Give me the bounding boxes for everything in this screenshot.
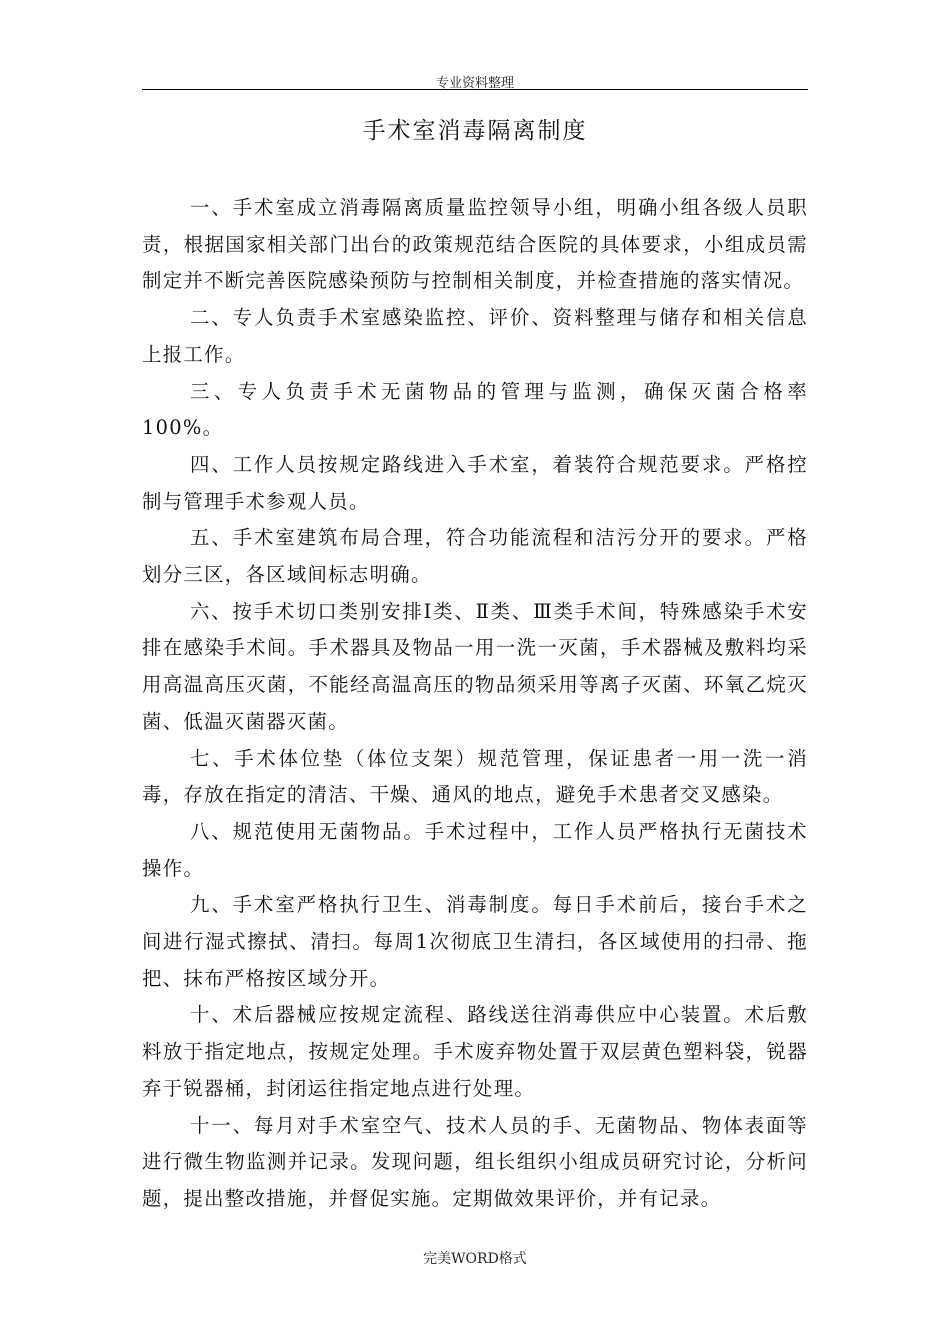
document-title: 手术室消毒隔离制度 xyxy=(362,118,588,144)
paragraph-11: 十一、每月对手术室空气、技术人员的手、无菌物品、物体表面等进行微生物监测并记录。发现问题，组长组织小组成员研究讨论，分析问题，提出整改措施，并督促实施。定期做效果评价，并有记录。 xyxy=(142,1113,808,1210)
header-divider xyxy=(142,89,808,90)
paragraph-7: 七、手术体位垫（体位支架）规范管理，保证患者一用一洗一消毒，存放在指定的清洁、干燥、通风的地点，避免手术患者交叉感染。 xyxy=(142,746,808,807)
paragraph-4: 四、工作人员按规定路线进入手术室，着装符合规范要求。严格控制与管理手术参观人员。 xyxy=(142,452,808,513)
paragraph-5: 五、手术室建筑布局合理，符合功能流程和洁污分开的要求。严格划分三区，各区域间标志明确。 xyxy=(142,526,808,587)
page-footer: 完美WORD格式 xyxy=(423,1251,527,1267)
paragraph-10: 十、术后器械应按规定流程、路线送往消毒供应中心装置。术后敷料放于指定地点，按规定处理。手术废弃物处置于双层黄色塑料袋，锐器弃于锐器桶，封闭运往指定地点进行处理。 xyxy=(142,1003,808,1100)
paragraph-1: 一、手术室成立消毒隔离质量监控领导小组，明确小组各级人员职责，根据国家相关部门出台的政策规范结合医院的具体要求，小组成员需制定并不断完善医院感染预防与控制相关制度，并检查措施的落实情况。 xyxy=(142,196,808,293)
paragraph-6: 六、按手术切口类别安排Ⅰ类、Ⅱ类、Ⅲ类手术间，特殊感染手术安排在感染手术间。手术器具及物品一用一洗一灭菌，手术器械及敷料均采用高温高压灭菌，不能经高温高压的物品须采用等离子灭菌、环氧乙烷灭菌、低温灭菌器灭菌。 xyxy=(142,599,808,733)
paragraph-8: 八、规范使用无菌物品。手术过程中，工作人员严格执行无菌技术操作。 xyxy=(142,819,808,880)
paragraph-2: 二、专人负责手术室感染监控、评价、资料整理与储存和相关信息上报工作。 xyxy=(142,306,808,366)
document-body xyxy=(142,190,808,1218)
page-header: 专业资料整理 xyxy=(435,76,514,91)
paragraph-3: 三、专人负责手术无菌物品的管理与监测，确保灭菌合格率100%。 xyxy=(142,379,808,440)
paragraph-9: 九、手术室严格执行卫生、消毒制度。每日手术前后，接台手术之间进行湿式擦拭、清扫。每周1次彻底卫生清扫，各区域使用的扫帚、拖把、抹布严格按区域分开。 xyxy=(142,893,808,990)
